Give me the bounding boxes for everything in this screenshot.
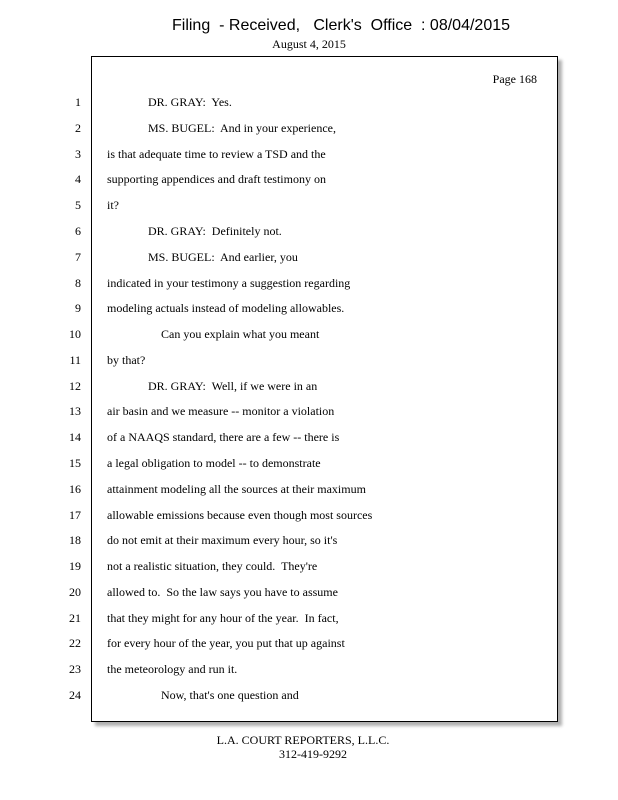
transcript-line: allowed to. So the law says you have to assume <box>107 585 338 599</box>
reporter-company: L.A. COURT REPORTERS, L.L.C. <box>216 733 390 747</box>
line-number: 24 <box>69 688 81 702</box>
line-number: 19 <box>69 559 81 573</box>
line-number: 14 <box>69 430 81 444</box>
line-number: 9 <box>75 301 81 315</box>
transcript-line: not a realistic situation, they could. They're <box>107 559 318 573</box>
page-number: Page 168 <box>492 72 537 86</box>
transcript-line: a legal obligation to model -- to demonstrate <box>107 456 321 470</box>
line-number: 16 <box>69 482 81 496</box>
line-number: 8 <box>75 276 81 290</box>
line-number: 20 <box>69 585 81 599</box>
line-number: 13 <box>69 404 81 418</box>
line-number: 10 <box>69 327 81 341</box>
transcript-line: Now, that's one question and <box>161 688 299 702</box>
transcript-line: air basin and we measure -- monitor a violation <box>107 404 335 418</box>
line-number: 1 <box>75 95 81 109</box>
line-number: 2 <box>75 121 81 135</box>
line-number: 22 <box>69 636 81 650</box>
line-number: 17 <box>69 508 81 522</box>
transcript-line: MS. BUGEL: And in your experience, <box>148 121 336 135</box>
transcript-line: attainment modeling all the sources at their maximum <box>107 482 366 496</box>
transcript-line: for every hour of the year, you put that up against <box>107 636 345 650</box>
line-number: 21 <box>69 611 81 625</box>
line-number: 15 <box>69 456 81 470</box>
filing-date: August 4, 2015 <box>272 37 346 51</box>
line-number: 11 <box>69 353 81 367</box>
line-number: 7 <box>75 250 81 264</box>
filing-stamp: Filing - Received, Clerk's Office : 08/04/2015 <box>171 17 511 34</box>
transcript-line: the meteorology and run it. <box>107 662 238 676</box>
line-number: 23 <box>69 662 81 676</box>
transcript-line: DR. GRAY: Yes. <box>148 95 232 109</box>
transcript-line: MS. BUGEL: And earlier, you <box>148 250 298 264</box>
line-number: 12 <box>69 379 81 393</box>
transcript-line: it? <box>107 198 119 212</box>
line-number: 6 <box>75 224 81 238</box>
transcript-line: allowable emissions because even though most sources <box>107 508 373 522</box>
transcript-line: indicated in your testimony a suggestion regarding <box>107 276 351 290</box>
transcript-line: DR. GRAY: Well, if we were in an <box>148 379 318 393</box>
transcript-line: DR. GRAY: Definitely not. <box>148 224 282 238</box>
line-number: 4 <box>75 172 81 186</box>
transcript-line: modeling actuals instead of modeling allowables. <box>107 301 345 315</box>
transcript-line: is that adequate time to review a TSD and the <box>107 147 326 161</box>
transcript-line: Can you explain what you meant <box>161 327 320 341</box>
reporter-phone: 312-419-9292 <box>279 747 347 761</box>
line-number: 3 <box>75 147 81 161</box>
transcript-line: by that? <box>107 353 146 367</box>
transcript-line: supporting appendices and draft testimony on <box>107 172 326 186</box>
transcript-line: do not emit at their maximum every hour, so it's <box>107 533 338 547</box>
line-number: 5 <box>75 198 81 212</box>
line-number: 18 <box>69 533 81 547</box>
transcript-line: that they might for any hour of the year. In fact, <box>107 611 339 625</box>
transcript-line: of a NAAQS standard, there are a few -- there is <box>107 430 340 444</box>
